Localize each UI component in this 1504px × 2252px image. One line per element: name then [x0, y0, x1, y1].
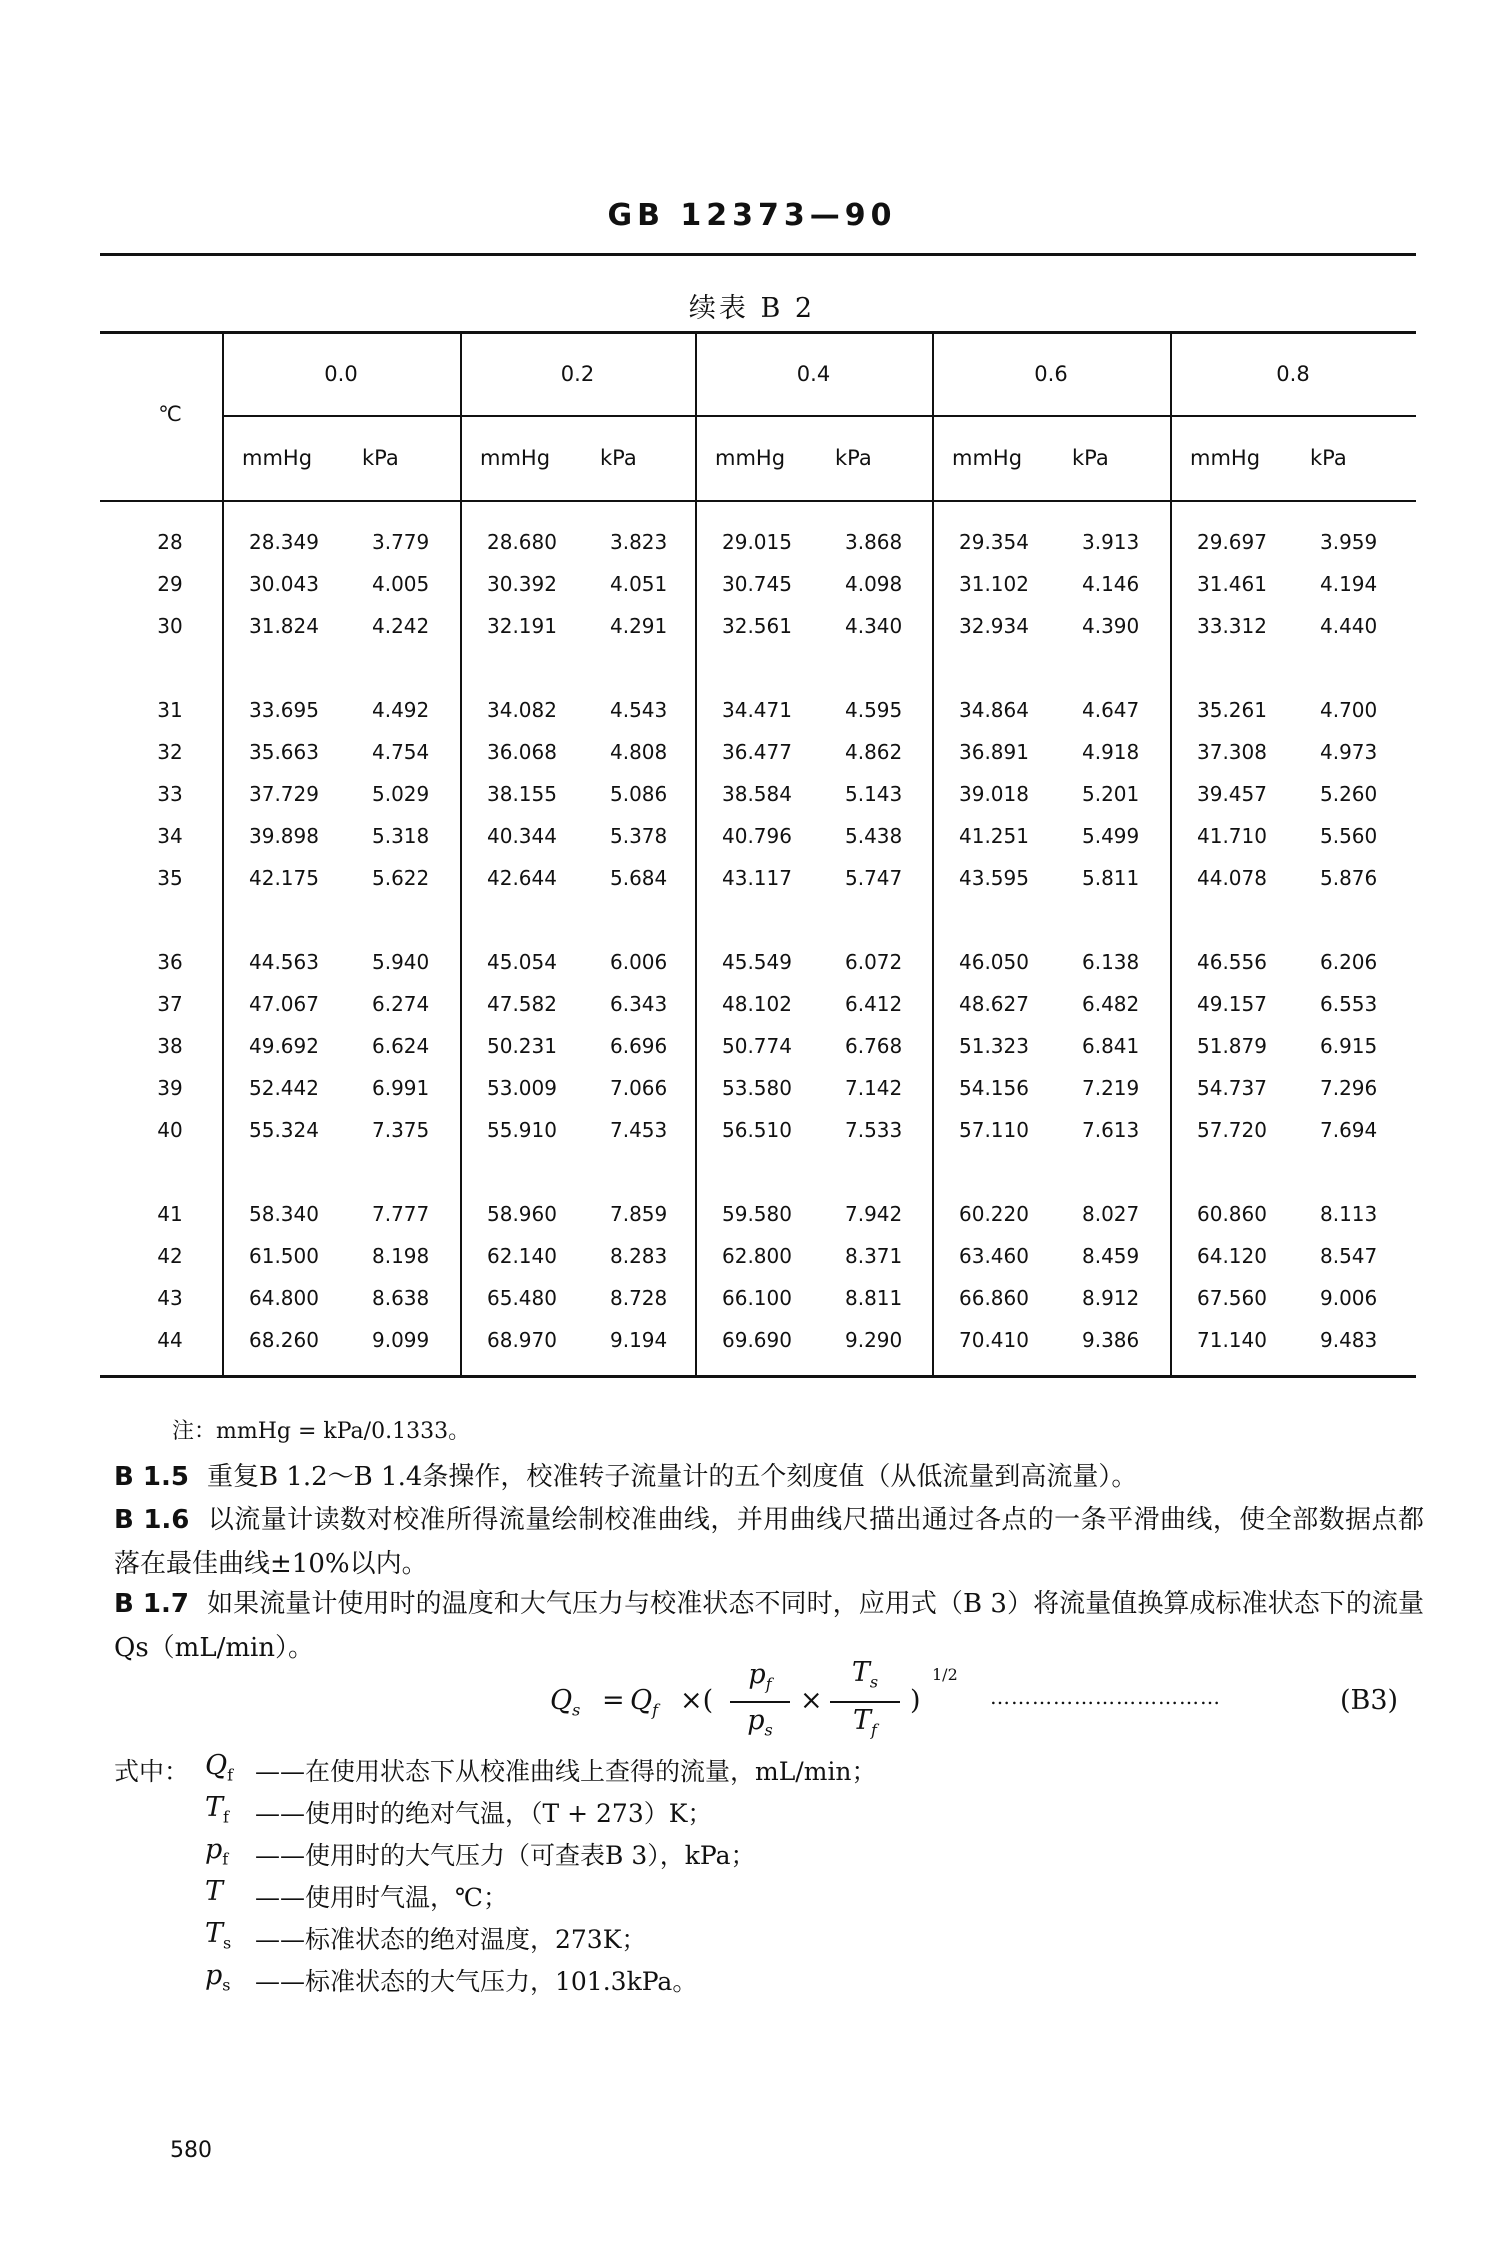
mmhg-cell: 31.824	[249, 614, 319, 638]
mmhg-cell: 64.800	[249, 1286, 319, 1310]
temperature-cell: 31	[157, 698, 183, 722]
kpa-cell: 5.940	[372, 950, 430, 974]
kpa-cell: 7.375	[372, 1118, 430, 1142]
mmhg-cell: 68.970	[487, 1328, 557, 1352]
kpa-cell: 7.859	[610, 1202, 668, 1226]
mmhg-cell: 64.120	[1197, 1244, 1267, 1268]
kpa-cell: 8.728	[610, 1286, 668, 1310]
kpa-cell: 4.492	[372, 698, 430, 722]
mmhg-cell: 67.560	[1197, 1286, 1267, 1310]
temperature-cell: 30	[157, 614, 183, 638]
formula-label: (B3)	[1340, 1685, 1399, 1716]
mmhg-cell: 53.009	[487, 1076, 557, 1100]
mmhg-cell: 54.156	[959, 1076, 1029, 1100]
paragraph-b1-6	[114, 1498, 1424, 1586]
kpa-cell: 4.194	[1320, 572, 1378, 596]
kpa-cell: 5.747	[845, 866, 903, 890]
mmhg-cell: 56.510	[722, 1118, 792, 1142]
kpa-cell: 4.005	[372, 572, 430, 596]
mmhg-cell: 62.800	[722, 1244, 792, 1268]
mmhg-cell: 50.231	[487, 1034, 557, 1058]
header-bottom-rule	[100, 500, 1416, 502]
temperature-cell: 34	[157, 824, 183, 848]
unit-header-kpa: kPa	[362, 446, 399, 470]
kpa-cell: 4.440	[1320, 614, 1378, 638]
formula-qf: $Q_f$	[630, 1685, 659, 1720]
kpa-cell: 7.066	[610, 1076, 668, 1100]
mmhg-cell: 49.157	[1197, 992, 1267, 1016]
mmhg-cell: 47.582	[487, 992, 557, 1016]
kpa-cell: 5.029	[372, 782, 430, 806]
mmhg-cell: 51.879	[1197, 1034, 1267, 1058]
kpa-cell: 4.754	[372, 740, 430, 764]
mmhg-cell: 33.312	[1197, 614, 1267, 638]
kpa-cell: 3.959	[1320, 530, 1378, 554]
kpa-cell: 6.138	[1082, 950, 1140, 974]
paragraph-text: 重复B 1.2～B 1.4条操作，校准转子流量计的五个刻度值（从低流量到高流量）。	[206, 1462, 1138, 1492]
definition-text: ——使用时气温，℃；	[255, 1883, 508, 1912]
mmhg-cell: 39.457	[1197, 782, 1267, 806]
table-note: 注：mmHg = kPa/0.1333。	[172, 1419, 471, 1444]
kpa-cell: 5.378	[610, 824, 668, 848]
kpa-cell: 6.072	[845, 950, 903, 974]
mmhg-cell: 38.584	[722, 782, 792, 806]
kpa-cell: 5.086	[610, 782, 668, 806]
unit-header-kpa: kPa	[600, 446, 637, 470]
mmhg-cell: 63.460	[959, 1244, 1029, 1268]
mmhg-cell: 48.627	[959, 992, 1029, 1016]
temperature-cell: 33	[157, 782, 183, 806]
table-bottom-rule	[100, 1375, 1416, 1378]
mmhg-cell: 35.663	[249, 740, 319, 764]
mmhg-cell: 37.729	[249, 782, 319, 806]
kpa-cell: 7.942	[845, 1202, 903, 1226]
temperature-cell: 39	[157, 1076, 183, 1100]
mmhg-cell: 57.720	[1197, 1118, 1267, 1142]
formula-exponent: 1/2	[932, 1665, 958, 1684]
temperature-cell: 32	[157, 740, 183, 764]
paragraph-text: 以流量计读数对校准所得流量绘制校准曲线，并用曲线尺描出通过各点的一条平滑曲线，使全部数据点都落在最佳曲线±10%以内。	[114, 1505, 1424, 1579]
kpa-cell: 6.412	[845, 992, 903, 1016]
kpa-cell: 3.868	[845, 530, 903, 554]
definition-symbol: $T_s$	[205, 1918, 232, 1953]
kpa-cell: 9.290	[845, 1328, 903, 1352]
kpa-cell: 4.862	[845, 740, 903, 764]
temperature-cell: 28	[157, 530, 183, 554]
mmhg-cell: 37.308	[1197, 740, 1267, 764]
mmhg-cell: 42.175	[249, 866, 319, 890]
kpa-cell: 4.340	[845, 614, 903, 638]
kpa-cell: 3.913	[1082, 530, 1140, 554]
kpa-cell: 7.296	[1320, 1076, 1378, 1100]
mmhg-cell: 44.078	[1197, 866, 1267, 890]
header-rule	[100, 253, 1416, 256]
kpa-cell: 6.624	[372, 1034, 430, 1058]
mmhg-cell: 70.410	[959, 1328, 1029, 1352]
kpa-cell: 7.777	[372, 1202, 430, 1226]
column-divider	[1170, 331, 1172, 1375]
mmhg-cell: 42.644	[487, 866, 557, 890]
kpa-cell: 6.991	[372, 1076, 430, 1100]
kpa-cell: 5.438	[845, 824, 903, 848]
mmhg-cell: 57.110	[959, 1118, 1029, 1142]
mmhg-cell: 35.261	[1197, 698, 1267, 722]
kpa-cell: 9.386	[1082, 1328, 1140, 1352]
formula-equals: =	[602, 1685, 625, 1716]
mmhg-cell: 40.344	[487, 824, 557, 848]
definition-text: ——使用时的大气压力（可查表B 3），kPa；	[255, 1841, 756, 1870]
kpa-cell: 6.696	[610, 1034, 668, 1058]
mmhg-cell: 54.737	[1197, 1076, 1267, 1100]
unit-header-mmhg: mmHg	[480, 446, 551, 470]
column-group-header: 0.4	[796, 362, 831, 386]
kpa-cell: 5.201	[1082, 782, 1140, 806]
kpa-cell: 8.459	[1082, 1244, 1140, 1268]
paragraph-text: 如果流量计使用时的温度和大气压力与校准状态不同时，应用式（B 3）将流量值换算成标准状态下的流量Qs（mL/min）。	[114, 1589, 1424, 1663]
kpa-cell: 7.533	[845, 1118, 903, 1142]
unit-header-mmhg: mmHg	[715, 446, 786, 470]
kpa-cell: 7.142	[845, 1076, 903, 1100]
mmhg-cell: 45.549	[722, 950, 792, 974]
section-number: B 1.5	[114, 1462, 189, 1492]
kpa-cell: 8.113	[1320, 1202, 1378, 1226]
mmhg-cell: 29.354	[959, 530, 1029, 554]
mmhg-cell: 43.595	[959, 866, 1029, 890]
mmhg-cell: 32.934	[959, 614, 1029, 638]
mmhg-cell: 33.695	[249, 698, 319, 722]
mmhg-cell: 61.500	[249, 1244, 319, 1268]
mmhg-cell: 71.140	[1197, 1328, 1267, 1352]
fraction-bar	[730, 1701, 790, 1703]
column-group-header: 0.8	[1276, 362, 1310, 386]
temperature-cell: 29	[157, 572, 183, 596]
column-divider	[695, 331, 697, 1375]
page-number: 580	[170, 2138, 212, 2163]
table-top-rule	[100, 331, 1416, 334]
kpa-cell: 8.638	[372, 1286, 430, 1310]
kpa-cell: 6.274	[372, 992, 430, 1016]
kpa-cell: 4.918	[1082, 740, 1140, 764]
kpa-cell: 9.006	[1320, 1286, 1378, 1310]
temperature-cell: 41	[157, 1202, 183, 1226]
unit-header-mmhg: mmHg	[952, 446, 1023, 470]
formula-lhs: $Q_s$	[550, 1685, 581, 1720]
section-number: B 1.7	[114, 1589, 189, 1619]
paragraph-b1-5	[114, 1455, 1424, 1499]
kpa-cell: 8.912	[1082, 1286, 1140, 1310]
kpa-cell: 8.027	[1082, 1202, 1140, 1226]
mmhg-cell: 47.067	[249, 992, 319, 1016]
kpa-cell: 4.390	[1082, 614, 1140, 638]
temperature-cell: 35	[157, 866, 183, 890]
kpa-cell: 6.006	[610, 950, 668, 974]
mmhg-cell: 30.043	[249, 572, 319, 596]
column-divider	[460, 331, 462, 1375]
kpa-cell: 5.499	[1082, 824, 1140, 848]
kpa-cell: 6.915	[1320, 1034, 1378, 1058]
definitions-lead: 式中：	[114, 1757, 190, 1786]
formula-pf: $p_f$	[748, 1659, 772, 1694]
mmhg-cell: 40.796	[722, 824, 792, 848]
kpa-cell: 4.291	[610, 614, 668, 638]
kpa-cell: 6.841	[1082, 1034, 1140, 1058]
header-mid-rule	[222, 415, 1416, 417]
fraction-bar	[830, 1701, 900, 1703]
definition-text: ——标准状态的绝对温度，273K；	[255, 1925, 647, 1954]
mmhg-cell: 34.864	[959, 698, 1029, 722]
kpa-cell: 5.684	[610, 866, 668, 890]
temperature-cell: 44	[157, 1328, 183, 1352]
mmhg-cell: 36.891	[959, 740, 1029, 764]
mmhg-cell: 29.015	[722, 530, 792, 554]
unit-header-kpa: kPa	[835, 446, 872, 470]
unit-header-mmhg: mmHg	[242, 446, 313, 470]
kpa-cell: 9.483	[1320, 1328, 1378, 1352]
temperature-cell: 36	[157, 950, 183, 974]
mmhg-cell: 28.680	[487, 530, 557, 554]
kpa-cell: 5.622	[372, 866, 430, 890]
mmhg-cell: 29.697	[1197, 530, 1267, 554]
kpa-cell: 4.146	[1082, 572, 1140, 596]
temperature-cell: 37	[157, 992, 183, 1016]
mmhg-cell: 46.050	[959, 950, 1029, 974]
column-group-header: 0.2	[560, 362, 595, 386]
mmhg-cell: 49.692	[249, 1034, 319, 1058]
mmhg-cell: 48.102	[722, 992, 792, 1016]
kpa-cell: 4.700	[1320, 698, 1378, 722]
temperature-cell: 38	[157, 1034, 183, 1058]
temperature-cell: 43	[157, 1286, 183, 1310]
mmhg-cell: 30.745	[722, 572, 792, 596]
mmhg-cell: 43.117	[722, 866, 792, 890]
kpa-cell: 6.553	[1320, 992, 1378, 1016]
definition-symbol: $T_f$	[205, 1792, 229, 1827]
unit-header-mmhg: mmHg	[1190, 446, 1261, 470]
mmhg-cell: 50.774	[722, 1034, 792, 1058]
formula-ps: $p_s$	[747, 1705, 773, 1740]
definition-symbol: $p_s$	[205, 1960, 231, 1995]
kpa-cell: 9.194	[610, 1328, 668, 1352]
kpa-cell: 4.098	[845, 572, 903, 596]
mmhg-cell: 31.461	[1197, 572, 1267, 596]
mmhg-cell: 55.324	[249, 1118, 319, 1142]
mmhg-cell: 28.349	[249, 530, 319, 554]
mmhg-cell: 44.563	[249, 950, 319, 974]
definition-symbol: $Q_f$	[205, 1750, 234, 1785]
kpa-cell: 7.694	[1320, 1118, 1378, 1142]
formula-tf: $T_f$	[853, 1705, 877, 1740]
mmhg-cell: 58.960	[487, 1202, 557, 1226]
kpa-cell: 7.453	[610, 1118, 668, 1142]
kpa-cell: 8.811	[845, 1286, 903, 1310]
table-title: 续表 B 2	[688, 293, 816, 324]
definition-text: ——在使用状态下从校准曲线上查得的流量，mL/min；	[255, 1757, 877, 1786]
kpa-cell: 3.823	[610, 530, 668, 554]
kpa-cell: 8.371	[845, 1244, 903, 1268]
mmhg-cell: 32.191	[487, 614, 557, 638]
temperature-header: ℃	[158, 402, 182, 426]
temperature-cell: 40	[157, 1118, 183, 1142]
definition-text: ——使用时的绝对气温，（T + 273）K；	[255, 1799, 713, 1828]
kpa-cell: 8.547	[1320, 1244, 1378, 1268]
mmhg-cell: 53.580	[722, 1076, 792, 1100]
kpa-cell: 9.099	[372, 1328, 430, 1352]
kpa-cell: 8.283	[610, 1244, 668, 1268]
mmhg-cell: 66.100	[722, 1286, 792, 1310]
mmhg-cell: 60.220	[959, 1202, 1029, 1226]
kpa-cell: 6.343	[610, 992, 668, 1016]
mmhg-cell: 68.260	[249, 1328, 319, 1352]
kpa-cell: 5.560	[1320, 824, 1378, 848]
mmhg-cell: 31.102	[959, 572, 1029, 596]
kpa-cell: 7.613	[1082, 1118, 1140, 1142]
kpa-cell: 3.779	[372, 530, 430, 554]
definition-symbol: $p_f$	[205, 1834, 229, 1869]
mmhg-cell: 32.561	[722, 614, 792, 638]
formula-times: ×	[800, 1685, 823, 1716]
column-divider	[932, 331, 934, 1375]
formula-leader-dots: ……………………………	[990, 1685, 1221, 1709]
kpa-cell: 4.808	[610, 740, 668, 764]
formula-close: )	[910, 1685, 921, 1716]
formula-b3	[550, 1657, 1430, 1747]
mmhg-cell: 36.068	[487, 740, 557, 764]
formula-times-open: ×(	[680, 1685, 714, 1716]
kpa-cell: 4.051	[610, 572, 668, 596]
unit-header-kpa: kPa	[1310, 446, 1347, 470]
definition-text: ——标准状态的大气压力，101.3kPa。	[255, 1967, 698, 1996]
kpa-cell: 4.647	[1082, 698, 1140, 722]
kpa-cell: 5.260	[1320, 782, 1378, 806]
formula-ts: $T_s$	[851, 1657, 879, 1692]
temperature-cell: 42	[157, 1244, 183, 1268]
kpa-cell: 4.973	[1320, 740, 1378, 764]
unit-header-kpa: kPa	[1072, 446, 1109, 470]
mmhg-cell: 60.860	[1197, 1202, 1267, 1226]
kpa-cell: 5.143	[845, 782, 903, 806]
mmhg-cell: 39.018	[959, 782, 1029, 806]
kpa-cell: 6.206	[1320, 950, 1378, 974]
kpa-cell: 6.768	[845, 1034, 903, 1058]
mmhg-cell: 69.690	[722, 1328, 792, 1352]
mmhg-cell: 34.082	[487, 698, 557, 722]
mmhg-cell: 51.323	[959, 1034, 1029, 1058]
mmhg-cell: 36.477	[722, 740, 792, 764]
mmhg-cell: 55.910	[487, 1118, 557, 1142]
mmhg-cell: 46.556	[1197, 950, 1267, 974]
mmhg-cell: 66.860	[959, 1286, 1029, 1310]
section-number: B 1.6	[114, 1505, 190, 1535]
kpa-cell: 7.219	[1082, 1076, 1140, 1100]
definition-symbol: T	[205, 1876, 224, 1907]
kpa-cell: 8.198	[372, 1244, 430, 1268]
column-group-header: 0.0	[324, 362, 358, 386]
mmhg-cell: 52.442	[249, 1076, 319, 1100]
kpa-cell: 4.595	[845, 698, 903, 722]
mmhg-cell: 59.580	[722, 1202, 792, 1226]
mmhg-cell: 41.251	[959, 824, 1029, 848]
mmhg-cell: 45.054	[487, 950, 557, 974]
standard-header: GB 12373—90	[607, 198, 897, 233]
kpa-cell: 5.811	[1082, 866, 1140, 890]
kpa-cell: 4.543	[610, 698, 668, 722]
kpa-cell: 5.876	[1320, 866, 1378, 890]
mmhg-cell: 41.710	[1197, 824, 1267, 848]
mmhg-cell: 38.155	[487, 782, 557, 806]
kpa-cell: 5.318	[372, 824, 430, 848]
kpa-cell: 4.242	[372, 614, 430, 638]
mmhg-cell: 30.392	[487, 572, 557, 596]
column-group-header: 0.6	[1034, 362, 1068, 386]
mmhg-cell: 34.471	[722, 698, 792, 722]
mmhg-cell: 65.480	[487, 1286, 557, 1310]
kpa-cell: 6.482	[1082, 992, 1140, 1016]
mmhg-cell: 58.340	[249, 1202, 319, 1226]
column-divider	[222, 331, 224, 1375]
mmhg-cell: 62.140	[487, 1244, 557, 1268]
mmhg-cell: 39.898	[249, 824, 319, 848]
